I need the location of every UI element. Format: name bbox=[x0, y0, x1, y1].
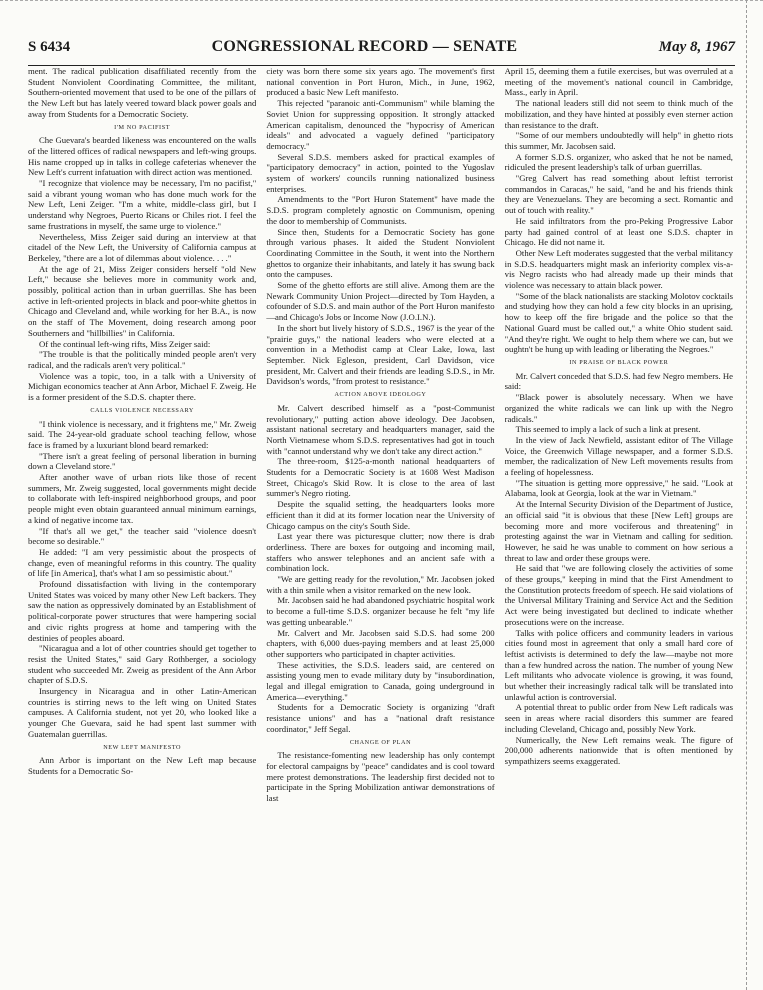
paragraph: Mr. Calvert and Mr. Jacobsen said S.D.S. had some 200 chapters, with 6,000 dues-paying members and at least 25,000 other supporters who participated in chapter activities. bbox=[266, 627, 495, 659]
paragraph: A potential threat to public order from New Left radicals was seen in areas where racial disorders this summer are feared including Cleveland, Chicago and, possibly New York. bbox=[504, 702, 733, 734]
paragraph: In the view of Jack Newfield, assistant editor of The Village Voice, the Greenwich Village newspaper, and a former S.D.S. member, the radicalization of New Left movements results from a feeling of hopelessness. bbox=[504, 434, 733, 478]
paragraph: Amendments to the "Port Huron Statement" have made the S.D.S. program completely agnostic on Communism, opening the door to membership of Communists. bbox=[266, 194, 495, 226]
paragraph: Mr. Jacobsen said he had abandoned psychiatric hospital work to become a full-time S.D.S. organizer because he felt "my life was getting unbearable." bbox=[266, 595, 495, 627]
paragraph: "The situation is getting more oppressive," he said. "Look at Alabama, look at Georgia, look at the war in Vietnam." bbox=[504, 477, 733, 499]
paragraph: These activities, the S.D.S. leaders said, are centered on assisting young men to evade military duty by "insubordination, legal and illegal emigration to Canada, going underground in America—everything." bbox=[266, 659, 495, 702]
paragraph: After another wave of urban riots like those of recent summers, Mr. Zweig suggested, local governments might decide to collaborate with left-inspired neighborhood groups, and poor people might even obtain guaranteed annual minimum earnings, a kind of negative income tax. bbox=[28, 472, 257, 525]
paragraph: "Black power is absolutely necessary. When we have organized the white radicals we can link up with the Negro radicals." bbox=[504, 392, 733, 424]
paragraph: Profound dissatisfaction with living in the contemporary United States was voiced by many other New Left backers. They saw the nation as oppressively dominated by an Establishment of political-corporate power structures that were hampering social and civic rights progress at home and tampering with the destinies of peoples aboard. bbox=[28, 579, 257, 643]
paragraph-continued: ment. The radical publication disaffiliated recently from the Student Nonviolent Coordinating Committee, the militant, Southern-oriented movement that used to be one of the pillars of the New Left but has lately veered toward black power goals and away from Students for a Democratic Society. bbox=[28, 66, 257, 119]
paragraph: The resistance-fomenting new leadership has only contempt for electoral campaigns by "peace" candidates and is cool toward mere protest demonstrations. The leadership first decided not to participate in the Spring Mobilization antiwar demonstrations of last bbox=[266, 750, 495, 804]
column-1 bbox=[28, 66, 256, 978]
paragraph: Che Guevara's bearded likeness was encountered on the walls of the littered offices of radical newspapers and left-wing groups. His name cropped up in talks in college cafeterias whenever the New Left's current infatuation with direct action was mentioned. bbox=[28, 135, 257, 178]
section-subheading: ACTION ABOVE IDEOLOGY bbox=[334, 391, 427, 399]
top-scan-edge bbox=[0, 0, 763, 2]
binding-edge bbox=[746, 0, 748, 990]
paragraph: Students for a Democratic Society is organizing "draft resistance unions" and has a "national draft resistance coordinator," Jeff Segal. bbox=[266, 702, 495, 734]
paragraph: "I think violence is necessary, and it frightens me," Mr. Zweig said. The 24-year-old graduate school teaching fellow, whose face is framed by a luxuriant blond beard remarked: bbox=[28, 418, 257, 450]
column-3 bbox=[505, 66, 733, 978]
section-subheading: I'M NO PACIFIST bbox=[114, 123, 171, 131]
paragraph: This rejected "paranoic anti-Communism" while blaming the Soviet Union for suppressing opposition. It strongly attacked American capitalism, denounced the "hypocrisy of American ideals" and advocated a vaguely defined "participatory democracy." bbox=[266, 98, 495, 151]
paragraph: "I recognize that violence may be necessary, I'm no pacifist," said a vibrant young woman who has done much work for the New Left, Leni Zeiger. "I'm a white, middle-class girl, but I understand why Negroes, Puerto Ricans or Chiles riot. I feel the same frustrations in myself, the same urge to violence." bbox=[28, 178, 257, 231]
paragraph: Insurgency in Nicaragua and in other Latin-American countries is stirring news to the left wing on United States campuses. A California student, not yet 20, who looked like a younger Che Guevara, said he had spent last summer with Guatemalan guerrillas. bbox=[28, 686, 257, 739]
paragraph: Mr. Calvert conceded that S.D.S. had few Negro members. He said: bbox=[504, 370, 733, 392]
paragraph: "There isn't a great feeling of personal liberation in burning down a Cleveland store." bbox=[28, 450, 257, 472]
paragraph: Mr. Calvert described himself as a "post-Communist revolutionary," putting action above ideology. Dee Jacobsen, assistant national secretary and headquarters manager, said the North Vietnamese whom S.D.S. representatives had got in touch with "cannot understand why we don't take any direct action." bbox=[266, 402, 495, 456]
paragraph: A former S.D.S. organizer, who asked that he not be named, ridiculed the present leadership's talk of urban guerrillas. bbox=[504, 151, 733, 173]
publication-title: CONGRESSIONAL RECORD — SENATE bbox=[211, 38, 518, 55]
article-columns bbox=[28, 66, 733, 978]
paragraph: "The trouble is that the politically minded people aren't very radical, and the radicals aren't very political." bbox=[28, 349, 257, 370]
paragraph: The three-room, $125-a-month national headquarters of Students for a Democratic Society is at 1608 West Madison Street, Chicago's Skid Row. It is close to the area of last summer's Negro rioting. bbox=[266, 456, 495, 499]
paragraph: "Nicaragua and a lot of other countries should get together to resist the United States," said Gary Rothberger, a sociology student who succeeded Mr. Zweig as president of the Ann Arbor chapter of S.D.S. bbox=[28, 643, 257, 686]
paragraph: "Some of the black nationalists are stacking Molotov cocktails and studying how they can hold a few city blocks in an uprising, how to keep off the fire brigade and the police so that the National Guard must be called out," a white Ohio student said. "And they're right. We ought to help them where we can, but we oughtn't be hung up with leading or liberating the Negroes." bbox=[504, 290, 733, 355]
paragraph-continued: ciety was born there some six years ago. The movement's first national convention in Port Huron, Mich., in June, 1962, produced a basic New Left manifesto. bbox=[266, 66, 495, 98]
publication-date: May 8, 1967 bbox=[658, 39, 735, 55]
paragraph: Several S.D.S. members asked for practical examples of "participatory democracy" in action, pointed to the Yugoslav system of workers' councils running nationalized business enterprises. bbox=[266, 151, 495, 194]
paragraph: The national leaders still did not seem to think much of the mobilization, and they have hinted at possibly even sterner action than resistance to the draft. bbox=[504, 98, 733, 130]
paragraph: "We are getting ready for the revolution," Mr. Jacobsen joked with a thin smile when a visitor remarked on the new look. bbox=[266, 574, 495, 595]
paragraph: Of the continual left-wing rifts, Miss Zeiger said: bbox=[39, 338, 211, 349]
paragraph: He said that "we are following closely the activities of some of these groups," keeping in mind that the First Amendment to the Constitution protects freedom of speech. He said violations of the Universal Military Training and Service Act and the Sedition Act were being investigated but declined to indicate whether prosecutions were on the increase. bbox=[504, 563, 733, 627]
section-subheading: IN PRAISE OF BLACK POWER bbox=[569, 358, 669, 366]
paragraph: Nevertheless, Miss Zeiger said during an interview at that citadel of the New Left, the University of California campus at Berkeley, "there are a lot of dilemmas about violence. . . ." bbox=[28, 231, 257, 263]
paragraph: "Some of our members undoubtedly will help" in ghetto riots this summer, Mr. Jacobsen said. bbox=[504, 130, 733, 151]
page-number: S 6434 bbox=[28, 39, 71, 55]
paragraph: Last year there was picturesque clutter; now there is drab orderliness. There are boxes for outgoing and incoming mail, staffers who answer telephones and an ancient safe with a combination lock. bbox=[266, 531, 495, 574]
paragraph: "Greg Calvert has read something about leftist terrorist commandos in Caracas," he said, "and he and his friends think they are Venezuelans. They are becoming a sect. Romantic and out of touch with reality." bbox=[504, 173, 733, 216]
paragraph: Ann Arbor is important on the New Left map because Students for a Democratic So- bbox=[28, 755, 257, 776]
paragraph: Numerically, the New Left remains weak. The figure of 200,000 adherents nationwide that is often mentioned by sympathizers seems exaggerated. bbox=[504, 734, 733, 766]
paragraph: "If that's all we get," the teacher said "violence doesn't become so desirable." bbox=[28, 525, 257, 547]
paragraph: Since then, Students for a Democratic Society has gone through various phases. It aided the Student Nonviolent Coordinating Committee in the South, it went into the Northern ghettos to organize their inhabitants, and lately it has swung back onto the campuses. bbox=[266, 226, 495, 280]
paragraph: Despite the squalid setting, the headquarters looks more efficient than it did at its former location near the University of Chicago campus on the city's South Side. bbox=[266, 499, 495, 531]
paragraph: At the Internal Security Division of the Department of Justice, an official said "it is obvious that these [New Left] groups are becoming more and more vociferous and threatening" in protesting against the war in Vietnam and calling for sedition. However, he said he was unable to comment on how serious a threat to law and order these groups were. bbox=[504, 499, 733, 563]
paragraph: This seemed to imply a lack of such a link at present. bbox=[515, 424, 701, 435]
column-2 bbox=[266, 66, 494, 978]
section-subheading: CALLS VIOLENCE NECESSARY bbox=[90, 406, 194, 414]
paragraph: At the age of 21, Miss Zeiger considers herself "old New Left," because she believes more in community work and, possibly, political action than in urban guerrillas. She has been active in left-oriented projects in black and poor-white ghettos in Chicago and Cleveland and, while working for her B.A., is now on the staff of The Movement, doing research among poor Southerners and "hillbillies" in California. bbox=[28, 263, 257, 338]
paragraph: He said infiltrators from the pro-Peking Progressive Labor party had gained control of at least one S.D.S. chapter in Chicago. He did not name it. bbox=[504, 215, 733, 248]
paragraph: He added: "I am very pessimistic about the prospects of change, even of meaningful reforms in this country. The quality of life [in America], that's what I am so pessimistic about." bbox=[28, 546, 257, 579]
paragraph: Other New Left moderates suggested that the verbal militancy in S.D.S. headquarters might mask an inferiority complex vis-a-vis Negro racists who had already made up their minds that violence was necessary to attain black power. bbox=[504, 247, 733, 291]
paragraph: In the short but lively history of S.D.S., 1967 is the year of the "prairie guys," the national leaders who were elected at a convention in a Methodist camp at Clear Lake, Iowa, last September. Nick Egleson, president, Carl Davidson, vice president, Mr. Calvert and their friends are leading S.D.S., in Mr. Davidson's words, "from protest to resistance." bbox=[266, 322, 495, 387]
paragraph: Some of the ghetto efforts are still alive. Among them are the Newark Community Union Project—directed by Tom Hayden, a cofounder of S.D.S. and main author of the Port Huron manifesto—and Chicago's Jobs or Income Now (J.O.I.N.). bbox=[266, 280, 495, 323]
paragraph: Violence was a topic, too, in a talk with a University of Michigan economics teacher at Ann Arbor, Michael F. Zweig. He is a former president of the S.D.S. chapter there. bbox=[28, 370, 257, 403]
section-subheading: NEW LEFT MANIFESTO bbox=[103, 743, 182, 751]
paragraph-continued: April 15, deeming them a futile exercises, but was overruled at a meeting of the movement's national council in Cambridge, Mass., early in April. bbox=[504, 66, 733, 98]
paragraph: Talks with police officers and community leaders in various cities found most in agreement that only a small hard core of leftist activists is determined to defy the law—maybe not more than a few hundred across the nation. The number of young New Left militants who advocate violence is growing, it was found, but whether their increasingly radical talk will be translated into unlawful action is controversial. bbox=[504, 627, 733, 702]
section-subheading: CHANGE OF PLAN bbox=[349, 738, 412, 746]
page-header bbox=[28, 38, 735, 66]
